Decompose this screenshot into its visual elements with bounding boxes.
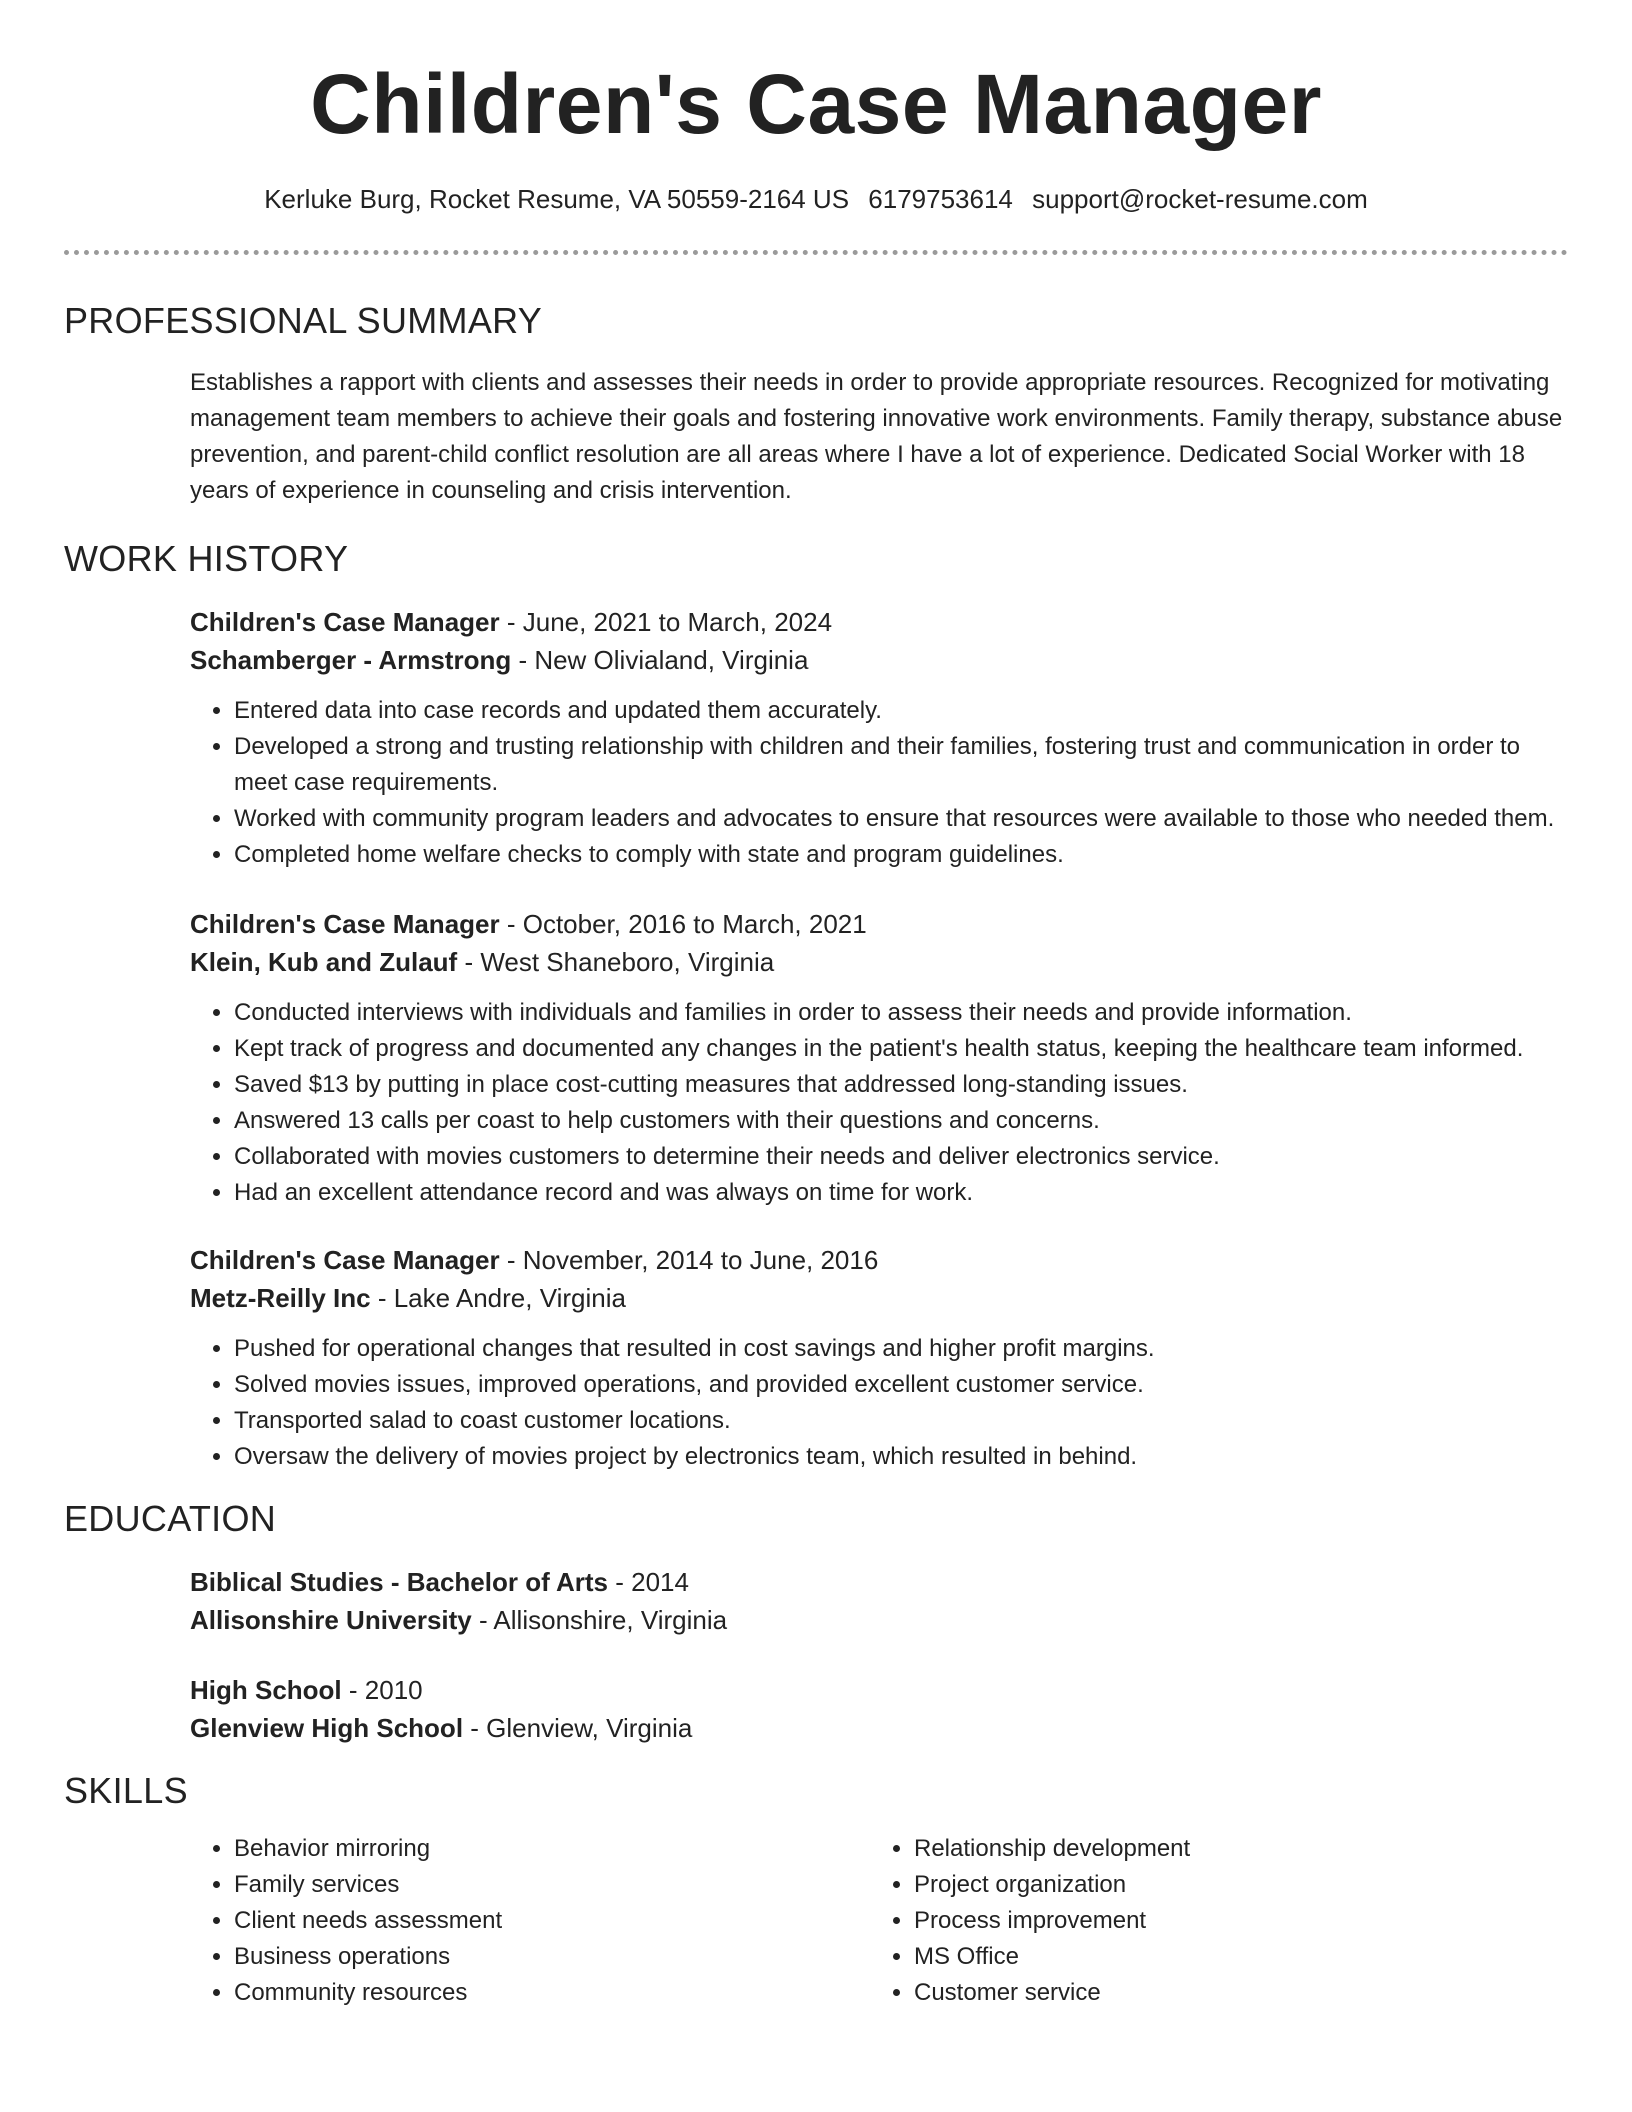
contact-phone: 6179753614 — [868, 184, 1013, 214]
job-company-line — [190, 641, 1568, 679]
education-location: - Allisonshire, Virginia — [471, 1605, 728, 1635]
work-history-list — [64, 603, 1568, 1475]
skills-bullets-left — [190, 1831, 870, 2011]
skill-item: • Business operations — [234, 1939, 870, 1975]
job-title-line — [190, 603, 1568, 641]
job-duty: • Conducted interviews with individuals and families in order to assess their needs and provide information. — [234, 995, 1568, 1031]
education-school-line — [190, 1601, 1568, 1639]
job-entry — [190, 603, 1568, 873]
job-dates: - June, 2021 to March, 2024 — [499, 607, 833, 637]
skill-item: • Client needs assessment — [234, 1903, 870, 1939]
skill-item: • Project organization — [914, 1867, 1550, 1903]
skill-item: • Process improvement — [914, 1903, 1550, 1939]
education-year: - 2014 — [608, 1567, 689, 1597]
job-duty: • Worked with community program leaders and advocates to ensure that resources were available to those who needed them. — [234, 801, 1568, 837]
job-duty: • Pushed for operational changes that resulted in cost savings and higher profit margins. — [234, 1331, 1568, 1367]
job-role: Children's Case Manager — [190, 909, 500, 939]
education-heading: EDUCATION — [64, 1498, 277, 1539]
skill-item: • Relationship development — [914, 1831, 1550, 1867]
education-degree: High School — [190, 1675, 342, 1705]
job-company: Klein, Kub and Zulauf — [190, 947, 458, 977]
summary-heading: PROFESSIONAL SUMMARY — [64, 300, 543, 341]
job-company-line — [190, 1279, 1568, 1317]
skill-item: • Family services — [234, 1867, 870, 1903]
skill-item: • Customer service — [914, 1975, 1550, 2011]
skills-column-left — [190, 1831, 870, 2011]
education-school-line — [190, 1709, 1568, 1747]
job-role: Children's Case Manager — [190, 607, 500, 637]
job-duty: • Saved $13 by putting in place cost-cutting measures that addressed long-standing issues. — [234, 1067, 1568, 1103]
job-duty: • Answered 13 calls per coast to help customers with their questions and concerns. — [234, 1103, 1568, 1139]
job-duty: • Transported salad to coast customer locations. — [234, 1403, 1568, 1439]
skills-column-right — [870, 1831, 1550, 2011]
resume-title: Children's Case Manager — [310, 57, 1322, 151]
job-company-line — [190, 943, 1568, 981]
education-degree-line — [190, 1563, 1568, 1601]
work-history-heading: WORK HISTORY — [64, 538, 349, 579]
job-dates: - November, 2014 to June, 2016 — [499, 1245, 879, 1275]
education-school: Allisonshire University — [190, 1605, 472, 1635]
resume-page — [64, 0, 1568, 2011]
job-company: Metz-Reilly Inc — [190, 1283, 371, 1313]
skill-item: • Community resources — [234, 1975, 870, 2011]
education-school: Glenview High School — [190, 1713, 464, 1743]
job-location: - New Olivialand, Virginia — [511, 645, 809, 675]
job-role: Children's Case Manager — [190, 1245, 500, 1275]
job-duty: • Completed home welfare checks to comply with state and program guidelines. — [234, 837, 1568, 873]
job-title-line — [190, 905, 1568, 943]
job-duty: • Kept track of progress and documented any changes in the patient's health status, keeping the healthcare team informed. — [234, 1031, 1568, 1067]
job-duty: • Oversaw the delivery of movies project by electronics team, which resulted in behind. — [234, 1439, 1568, 1475]
job-company: Schamberger - Armstrong — [190, 645, 512, 675]
job-location: - West Shaneboro, Virginia — [457, 947, 775, 977]
education-entry — [190, 1563, 1568, 1639]
header-divider — [64, 250, 1568, 255]
skills-list — [64, 1831, 1568, 2011]
job-duty: • Developed a strong and trusting relationship with children and their families, fostering trust and communication in order to meet case requirements. — [234, 729, 1568, 801]
job-entry — [190, 905, 1568, 1211]
contact-email: support@rocket-resume.com — [1032, 184, 1368, 214]
contact-address: Kerluke Burg, Rocket Resume, VA 50559-2164 US — [264, 184, 850, 214]
job-duty: • Solved movies issues, improved operations, and provided excellent customer service. — [234, 1367, 1568, 1403]
skill-item: • Behavior mirroring — [234, 1831, 870, 1867]
skill-item: • MS Office — [914, 1939, 1550, 1975]
job-location: - Lake Andre, Virginia — [370, 1283, 626, 1313]
job-title-line — [190, 1241, 1568, 1279]
job-duty: • Entered data into case records and updated them accurately. — [234, 693, 1568, 729]
job-duties — [190, 693, 1568, 873]
job-dates: - October, 2016 to March, 2021 — [499, 909, 867, 939]
education-entry — [190, 1671, 1568, 1747]
job-duties — [190, 1331, 1568, 1475]
job-entry — [190, 1241, 1568, 1475]
education-location: - Glenview, Virginia — [463, 1713, 693, 1743]
job-duty: • Collaborated with movies customers to determine their needs and deliver electronics service. — [234, 1139, 1568, 1175]
job-duties — [190, 995, 1568, 1211]
summary-paragraph: Establishes a rapport with clients and assesses their needs in order to provide appropriate resources. Recognized for motivating management team members to achieve their goals and fostering innovative work environments. Family therapy, substance abuse prevention, and parent-child conflict resolution are all areas where I have a lot of experience. Dedicated Social Worker with 18 years of experience in counseling and crisis intervention. — [190, 369, 1563, 504]
skills-bullets-right — [870, 1831, 1550, 2011]
education-degree: Biblical Studies - Bachelor of Arts — [190, 1567, 609, 1597]
education-year: - 2010 — [341, 1675, 423, 1705]
education-list — [64, 1563, 1568, 1747]
education-degree-line — [190, 1671, 1568, 1709]
contact-line — [64, 182, 1568, 216]
skills-heading: SKILLS — [64, 1770, 188, 1811]
job-duty: • Had an excellent attendance record and was always on time for work. — [234, 1175, 1568, 1211]
